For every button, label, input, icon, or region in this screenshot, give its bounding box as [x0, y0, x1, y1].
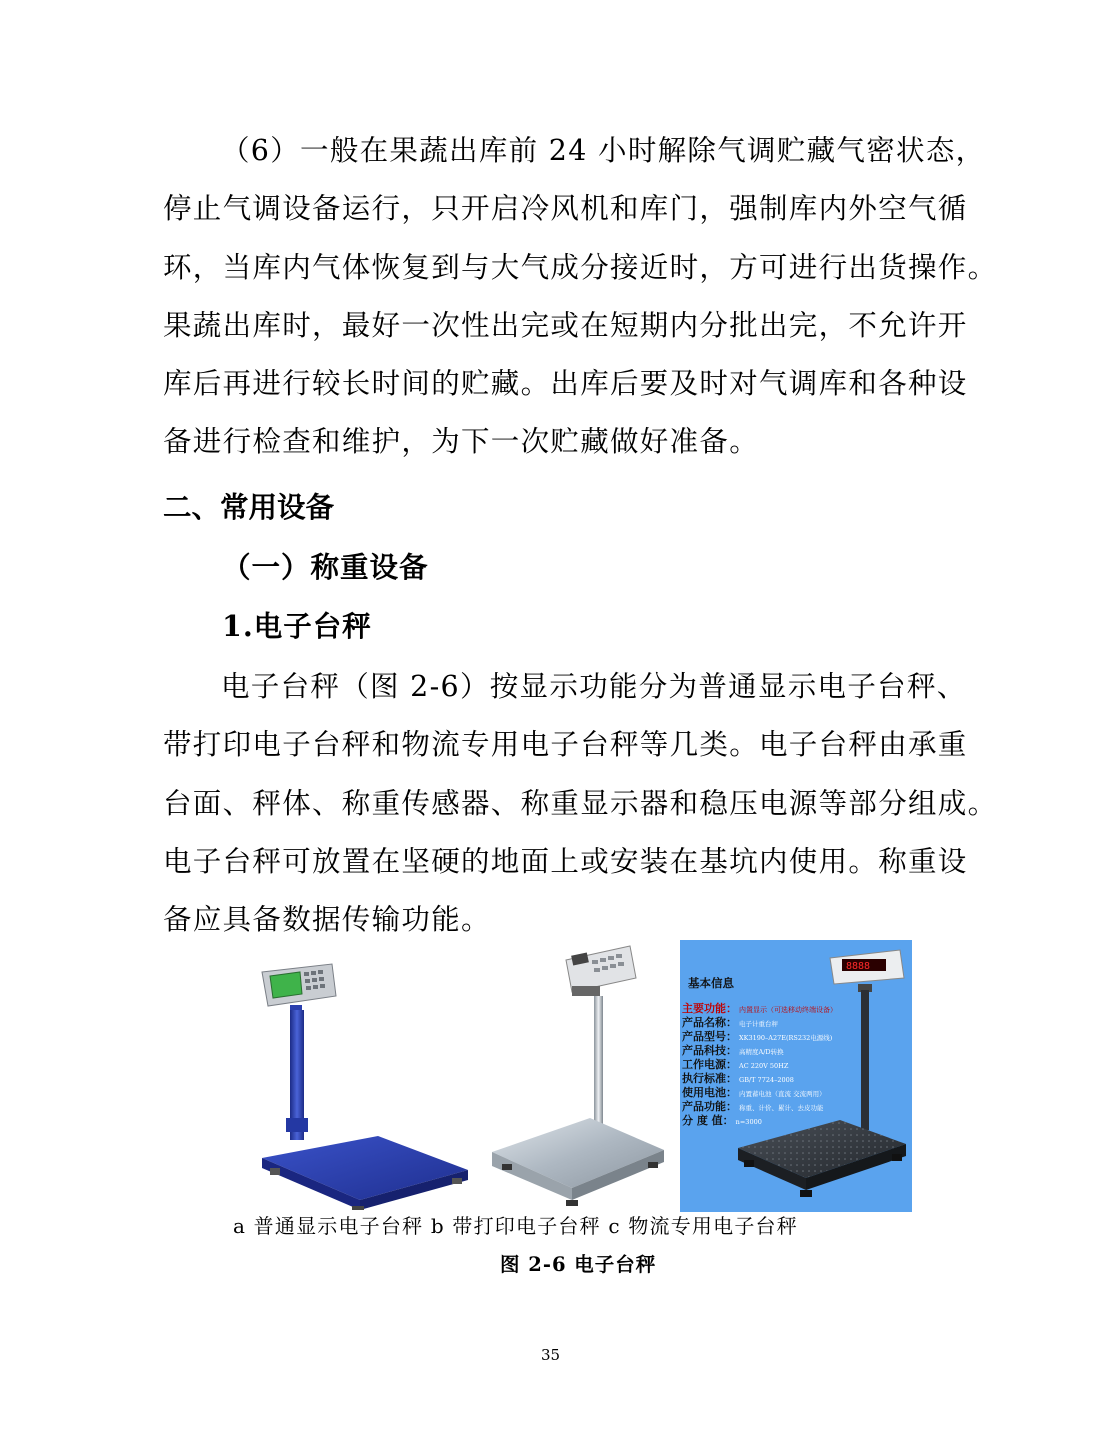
spec-value: XK3190–A27E(RS232电源线) [739, 1034, 833, 1042]
spec-key: 使用电池： [682, 1086, 737, 1099]
spec-row [682, 1058, 788, 1073]
spec-value: AC 220V 50HZ [739, 1062, 789, 1070]
spec-panel-title: 基本信息 [688, 976, 734, 990]
spec-value: 称重、计价、累计、去皮功能 [739, 1104, 824, 1112]
spec-key: 工作电源： [682, 1058, 737, 1071]
section-heading: 二、常用设备 [163, 491, 335, 524]
spec-value: n=3000 [735, 1118, 762, 1126]
spec-row [682, 1016, 778, 1031]
item-heading: 1.电子台秤 [222, 609, 372, 643]
spec-value: 高精度A/D转换 [739, 1048, 784, 1056]
paragraph-line: 带打印电子台秤和物流专用电子台秤等几类。电子台秤由承重 [163, 728, 968, 762]
spec-key: 产品型号： [682, 1030, 737, 1043]
spec-row [682, 1030, 832, 1045]
spec-row [682, 1114, 762, 1129]
paragraph-line: 环，当库内气体恢复到与大气成分接近时，方可进行出货操作。 [163, 250, 998, 284]
paragraph-line: 电子台秤可放置在坚硬的地面上或安装在基坑内使用。称重设 [163, 844, 968, 878]
spec-key: 分 度 值： [682, 1114, 734, 1127]
spec-value: GB/T 7724–2008 [739, 1076, 794, 1084]
paragraph-line: 库后再进行较长时间的贮藏。出库后要及时对气调库和各种设 [163, 367, 968, 401]
paragraph-electronic-scale [163, 658, 998, 949]
paragraph-line: 备进行检查和维护，为下一次贮藏做好准备。 [163, 425, 760, 459]
paragraph-line: （6）一般在果蔬出库前 24 小时解除气调贮藏气密状态， [221, 134, 986, 167]
spec-key: 主要功能： [682, 1002, 737, 1015]
spec-key: 产品名称： [682, 1016, 737, 1029]
paragraph-line: 电子台秤（图 2-6）按显示功能分为普通显示电子台秤、 [221, 670, 967, 703]
spec-row [682, 1072, 794, 1087]
paragraph-line: 果蔬出库时，最好一次性出完或在短期内分批出完，不允许开 [163, 308, 968, 342]
spec-row [682, 1100, 824, 1115]
paragraph-storage-release [163, 122, 998, 472]
paragraph-line: 停止气调设备运行，只开启冷风机和库门，强制库内外空气循 [163, 192, 968, 226]
paragraph-line: 备应具备数据传输功能。 [163, 903, 491, 937]
figure-caption: 图 2-6 电子台秤 [500, 1253, 657, 1276]
spec-value: 电子计重台秤 [739, 1020, 778, 1028]
scale-printing-image [480, 940, 665, 1210]
paragraph-line: 台面、秤体、称重传感器、称重显示器和稳压电源等部分组成。 [163, 786, 998, 820]
spec-key: 执行标准： [682, 1072, 737, 1085]
spec-row [682, 1044, 784, 1059]
scale-display-reading: 8888 [846, 961, 871, 972]
page-number: 35 [541, 1346, 561, 1364]
figure-electronic-scales [240, 940, 915, 1215]
scale-standard-image [240, 950, 470, 1210]
spec-value: 内置蓄电池（直流 交流两用） [739, 1090, 826, 1098]
figure-subcaption: a 普通显示电子台秤 b 带打印电子台秤 c 物流专用电子台秤 [233, 1214, 798, 1238]
spec-value: 内置显示（可选移动终端设备） [739, 1006, 837, 1014]
spec-row [682, 1086, 826, 1101]
spec-key: 产品科技： [682, 1044, 737, 1057]
spec-key: 产品功能： [682, 1100, 737, 1113]
subsection-heading: （一）称重设备 [222, 551, 429, 584]
spec-row [682, 1002, 837, 1017]
